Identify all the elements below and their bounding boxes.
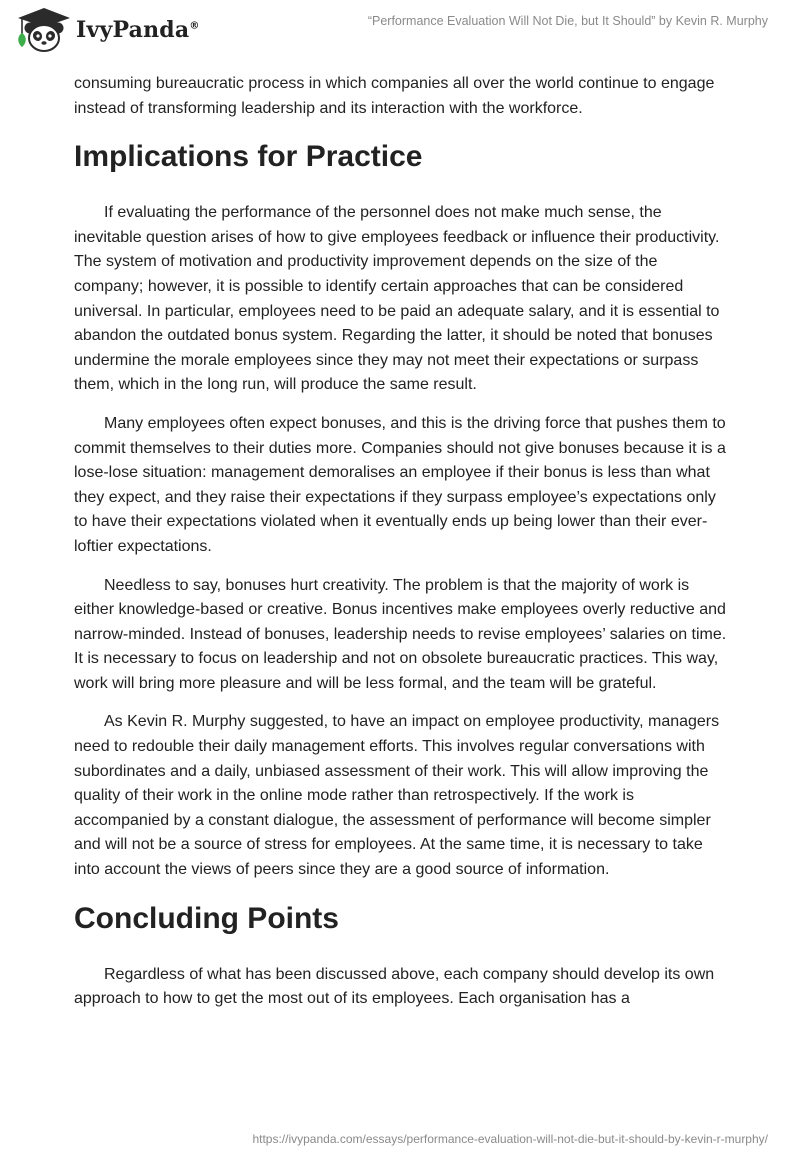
brand-registered-mark: ® [189, 20, 200, 32]
paragraph: As Kevin R. Murphy suggested, to have an impact on employee productivity, managers need to redouble their daily management efforts. This involves regular conversations with subordinates and a daily, unbiased assessment of their work. This will allow improving the quality of their work in the online mode rather than retrospectively. If the work is accompanied by a constant dialogue, the assessment of performance will become simpler and will not be a source of stress for employees. At the same time, it is necessary to take into account the views of peers since they are a good source of information. [74, 713, 720, 879]
ivypanda-logo[interactable] [14, 6, 200, 54]
paragraph: Regardless of what has been discussed above, each company should develop its own approach to how to get the most out of its employees. Each organisation has a [74, 965, 715, 1008]
section-heading-concluding: Concluding Points [74, 901, 339, 935]
section-heading-implications: Implications for Practice [74, 140, 423, 174]
page-header [0, 0, 800, 60]
essay-content [74, 72, 728, 1026]
document-title: “Performance Evaluation Will Not Die, but It Should” by Kevin R. Murphy [367, 14, 768, 28]
intro-paragraph: consuming bureaucratic process in which companies all over the world continue to engage instead of transforming leadership and its interaction with the workforce. [74, 75, 715, 117]
panda-graduate-icon [14, 6, 74, 54]
paragraph: Needless to say, bonuses hurt creativity. The problem is that the majority of work is either knowledge-based or creative. Bonus incentives make employees overly reductive and narrow-minded. Instead of bonuses, leadership needs to revise employees’ salaries on time. It is necessary to focus on leadership and not on obsolete bureaucratic practices. This way, work will bring more pleasure and will be less formal, and the team will be grateful. [74, 576, 727, 692]
brand-text: IvyPanda [76, 17, 190, 43]
footer-source-url[interactable]: https://ivypanda.com/essays/performance-evaluation-will-not-die-but-it-should-by-kevin-r-murphy/ [252, 1132, 768, 1146]
paragraph: Many employees often expect bonuses, and this is the driving force that pushes them to commit themselves to their duties more. Companies should not give bonuses because it is a lose-lose situation: management demoralises an employee if their bonus is less than what they expect, and they raise their expectations if they surpass employee’s expectations only to have their expectations violated when it eventually ends up being lower than their ever-loftier expectations. [74, 414, 726, 555]
paragraph: If evaluating the performance of the personnel does not make much sense, the inevitable question arises of how to give employees feedback or influence their productivity. The system of motivation and productivity improvement depends on the size of the company; however, it is possible to identify certain approaches that can be considered universal. In particular, employees need to be paid an adequate salary, and it is essential to abandon the outdated bonus system. Regarding the latter, it should be noted that bonuses undermine the morale employees since they may not meet their expectations or surpass them, which in the long run, will produce the same result. [74, 204, 720, 394]
brand-name [76, 17, 200, 43]
